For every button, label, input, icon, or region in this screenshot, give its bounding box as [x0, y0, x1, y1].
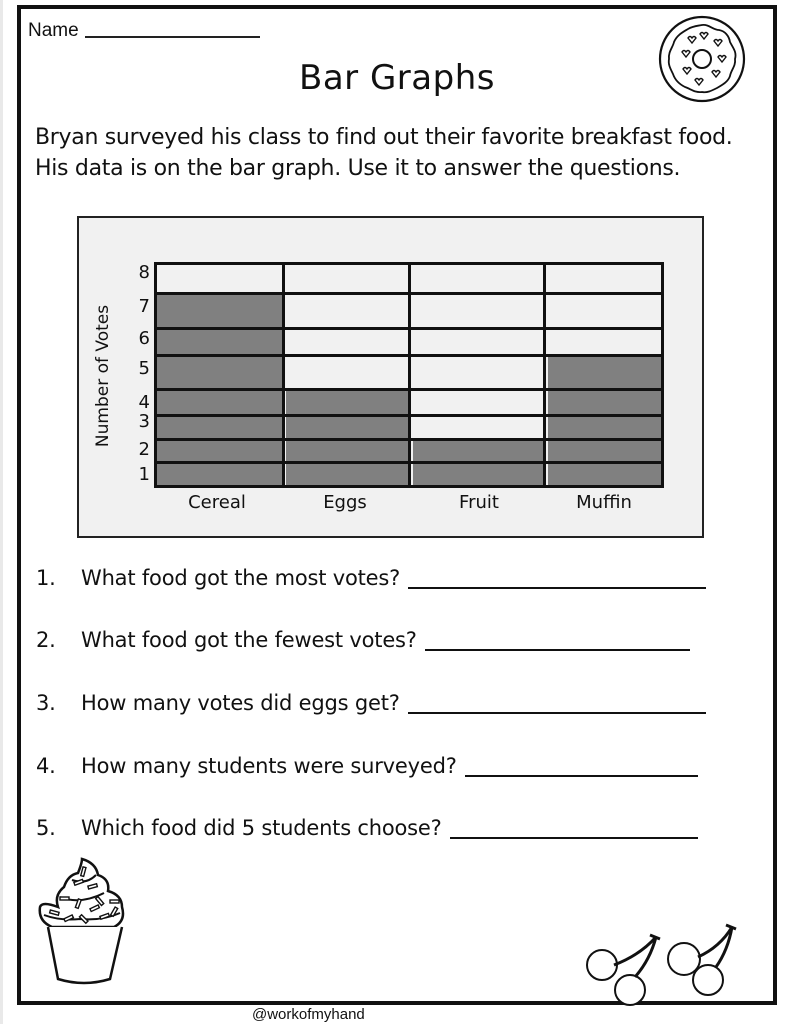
column-divider [282, 262, 285, 488]
name-field [28, 20, 260, 42]
column-divider [408, 262, 411, 488]
question-text: How many students were surveyed? [81, 754, 457, 778]
y-axis-label: Number of Votes [93, 304, 113, 448]
question-4 [36, 754, 698, 778]
name-blank-line[interactable] [85, 22, 260, 38]
y-tick: 8 [138, 262, 150, 283]
x-label-fruit: Fruit [459, 492, 499, 513]
answer-line[interactable] [465, 757, 698, 777]
page-edge [0, 0, 3, 1024]
y-tick: 1 [138, 464, 150, 485]
x-label-cereal: Cereal [188, 492, 246, 513]
intro-paragraph: Bryan surveyed his class to find out their favorite breakfast food. His data is on the bar graph. Use it to answer the questions. [35, 125, 733, 181]
y-tick: 6 [138, 328, 150, 349]
y-tick: 2 [138, 439, 150, 460]
question-number: 2. [36, 628, 56, 652]
x-label-eggs: Eggs [323, 492, 367, 513]
question-number: 4. [36, 754, 56, 778]
question-2 [36, 628, 690, 652]
x-label-muffin: Muffin [576, 492, 632, 513]
question-number: 5. [36, 816, 56, 840]
question-5 [36, 816, 698, 840]
question-text: Which food did 5 students choose? [81, 816, 442, 840]
question-text: How many votes did eggs get? [81, 691, 400, 715]
donut-icon [657, 14, 747, 104]
name-label: Name [28, 20, 79, 41]
question-number: 1. [36, 566, 56, 590]
bar-muffin [548, 356, 661, 485]
question-text: What food got the most votes? [81, 566, 401, 590]
page-title: Bar Graphs [299, 58, 495, 98]
question-1 [36, 566, 706, 590]
cherries-icon [580, 915, 750, 1010]
y-tick: 5 [138, 358, 150, 379]
answer-line[interactable] [408, 694, 706, 714]
column-divider [543, 262, 546, 488]
answer-line[interactable] [425, 631, 690, 651]
y-tick: 7 [138, 296, 150, 317]
question-number: 3. [36, 691, 56, 715]
answer-line[interactable] [450, 819, 698, 839]
credit-text: @workofmyhand [252, 1006, 365, 1023]
question-3 [36, 691, 706, 715]
y-tick: 4 [138, 392, 150, 413]
question-text: What food got the fewest votes? [81, 628, 417, 652]
answer-line[interactable] [408, 569, 706, 589]
cupcake-icon [30, 855, 145, 990]
y-tick: 3 [138, 411, 150, 432]
